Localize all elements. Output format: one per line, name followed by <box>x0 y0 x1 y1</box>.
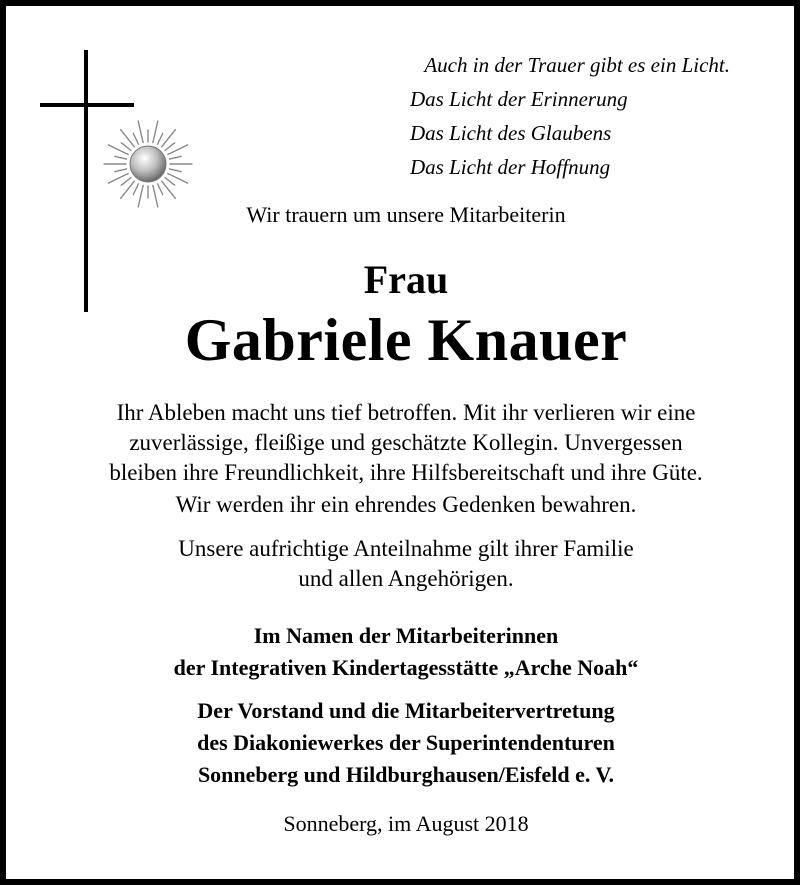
intro-text: Wir trauern um unsere Mitarbeiterin <box>246 202 566 227</box>
body-paragraph <box>6 398 800 488</box>
signature-line: Im Namen der Mitarbeiterinnen <box>253 623 559 648</box>
signature-line: des Diakoniewerkes der Superintendenturen <box>197 730 615 755</box>
salutation: Frau <box>363 257 449 302</box>
poem-line: Das Licht der Erinnerung <box>410 87 628 111</box>
body-line: Unsere aufrichtige Anteilnahme gilt ihrer Familie <box>178 536 634 561</box>
signature-group <box>6 620 800 684</box>
deceased-name: Gabriele Knauer <box>184 307 628 373</box>
signature-line: der Integrativen Kindertagesstätte „Arche Noah“ <box>173 655 639 680</box>
signature-line: Der Vorstand und die Mitarbeitervertretung <box>197 698 615 723</box>
poem-line: Das Licht des Glaubens <box>410 121 612 145</box>
body-line: zuverlässige, fleißige und geschätzte Kollegin. Unvergessen <box>129 430 683 455</box>
signature-group <box>6 695 800 791</box>
poem-line: Das Licht der Hoffnung <box>410 155 611 179</box>
body-line: Ihr Ableben macht uns tief betroffen. Mit ihr verlieren wir eine <box>116 400 696 425</box>
body-line: bleiben ihre Freundlichkeit, ihre Hilfsbereitschaft und ihre Güte. <box>109 460 703 485</box>
body-paragraph: Wir werden ihr ein ehrendes Gedenken bewahren. <box>175 492 637 517</box>
signature-line: Sonneberg und Hildburghausen/Eisfeld e. V. <box>197 762 615 787</box>
poem-first-line: Auch in der Trauer gibt es ein Licht. <box>424 53 730 77</box>
sun-icon <box>102 118 194 210</box>
poem <box>306 48 746 184</box>
body-line: und allen Angehörigen. <box>298 566 514 591</box>
place-date: Sonneberg, im August 2018 <box>283 811 529 836</box>
body-paragraph <box>6 534 800 594</box>
